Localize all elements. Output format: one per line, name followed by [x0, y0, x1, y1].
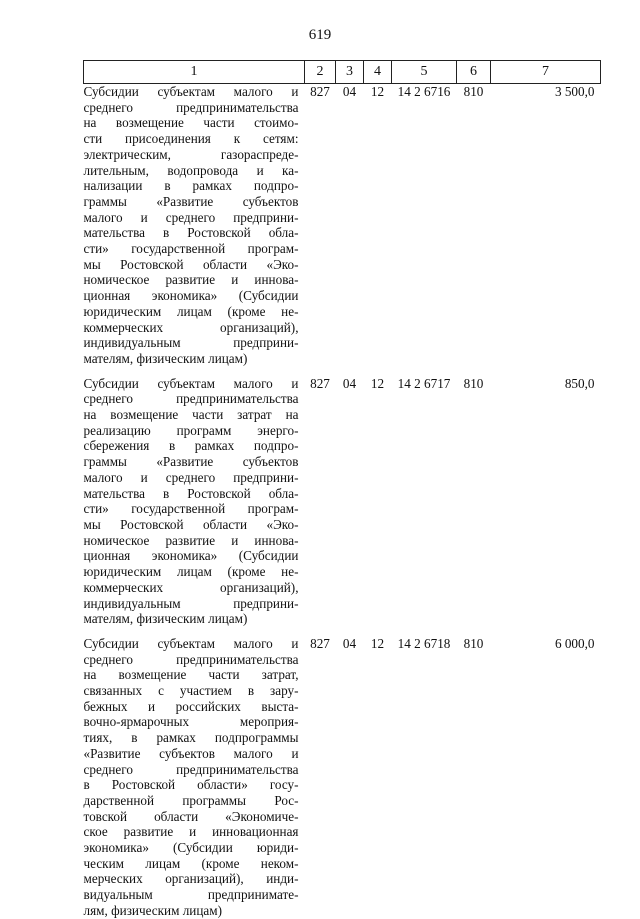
- section-code: 04: [342, 375, 357, 391]
- row-description: [84, 376, 305, 627]
- description-line: малого и среднего предприни-: [83, 469, 299, 485]
- description-line: номическое развитие и иннова-: [83, 272, 299, 288]
- col-header-2: 2: [305, 61, 336, 84]
- target-article-code: 14 2 6717: [397, 375, 451, 391]
- table-row: [84, 376, 601, 627]
- row-description: [84, 636, 305, 919]
- description-line: сти присоединения к сетям:: [83, 131, 299, 147]
- description-line: реализацию программ энерго-: [83, 422, 299, 438]
- description-line: номическое развитие и иннова-: [83, 532, 299, 548]
- admin-code: 827: [310, 84, 330, 99]
- description-line: среднего предпринимательства: [83, 651, 299, 667]
- col-header-4: 4: [364, 61, 392, 84]
- description-line: ское развитие и инновационная: [83, 824, 299, 840]
- admin-code: 827: [310, 635, 330, 651]
- description-line: нализации в рамках подпро-: [83, 178, 299, 194]
- amount: 3 500,0: [554, 84, 595, 99]
- col-header-3: 3: [336, 61, 364, 84]
- description-line: сти» государственной програм-: [83, 241, 299, 257]
- amount: 6 000,0: [554, 635, 595, 651]
- description-line: юридическим лицам (кроме не-: [83, 303, 299, 319]
- description-line: мателям, физическим лицам): [83, 611, 248, 627]
- description-line: связанных с участием в зару-: [83, 683, 299, 699]
- col-header-6: 6: [457, 61, 491, 84]
- description-line: мы Ростовской области «Эко-: [83, 516, 299, 532]
- description-line: малого и среднего предприни-: [83, 209, 299, 225]
- subsection-code: 12: [370, 84, 385, 99]
- section-code: 04: [342, 635, 357, 651]
- row-description: [84, 84, 305, 367]
- subsection-code: 12: [370, 635, 385, 651]
- description-line: индивидуальным предприни-: [83, 335, 299, 351]
- budget-table: [83, 60, 601, 919]
- description-line: экономика» (Субсидии юриди-: [83, 840, 299, 856]
- description-line: лительным, водопровода и ка-: [83, 162, 299, 178]
- description-line: мателям, физическим лицам): [83, 350, 248, 366]
- row-spacer-cell: [84, 627, 601, 636]
- description-line: мательства в Ростовской обла-: [83, 485, 299, 501]
- description-line: лям, физическим лицам): [83, 902, 223, 918]
- description-line: на возмещение части затрат на: [83, 407, 299, 423]
- section-code: 04: [342, 84, 357, 99]
- description-line: вочно-ярмарочных мероприя-: [83, 714, 299, 730]
- description-line: в Ростовской области» госу-: [83, 777, 299, 793]
- target-article-code: 14 2 6718: [397, 635, 451, 651]
- description-line: сбережения в рамках подпро-: [83, 438, 299, 454]
- description-line: коммерческих организаций),: [83, 319, 299, 335]
- description-line: мы Ростовской области «Эко-: [83, 256, 299, 272]
- description-line: ционная экономика» (Субсидии: [83, 288, 299, 304]
- description-line: Субсидии субъектам малого и: [83, 375, 299, 391]
- description-line: мерческих организаций), инди-: [83, 871, 299, 887]
- description-line: видуальным предпринимате-: [83, 887, 299, 903]
- expense-type-code: 810: [463, 635, 484, 651]
- description-line: дарственной программы Рос-: [83, 792, 299, 808]
- page-number: 619: [308, 27, 332, 43]
- row-spacer: [84, 627, 601, 636]
- description-line: на возмещение части затрат,: [83, 667, 299, 683]
- col-header-1: 1: [84, 61, 305, 84]
- expense-type-code: 810: [463, 84, 484, 99]
- row-spacer-cell: [84, 367, 601, 376]
- description-line: ционная экономика» (Субсидии: [83, 548, 299, 564]
- table-row: [84, 636, 601, 919]
- description-line: Субсидии субъектам малого и: [83, 635, 299, 651]
- amount: 850,0: [564, 375, 595, 391]
- row-spacer: [84, 367, 601, 376]
- description-line: Субсидии субъектам малого и: [83, 84, 299, 99]
- subsection-code: 12: [370, 375, 385, 391]
- table-row: [84, 84, 601, 367]
- target-article-code: 14 2 6716: [397, 84, 451, 99]
- description-line: среднего предпринимательства: [83, 761, 299, 777]
- description-line: индивидуальным предприни-: [83, 595, 299, 611]
- col-header-5: 5: [392, 61, 457, 84]
- description-line: среднего предпринимательства: [83, 99, 299, 115]
- expense-type-code: 810: [463, 375, 484, 391]
- description-line: электрическим, газораспреде-: [83, 146, 299, 162]
- description-line: бежных и российских выста-: [83, 698, 299, 714]
- description-line: «Развитие субъектов малого и: [83, 745, 299, 761]
- description-line: коммерческих организаций),: [83, 579, 299, 595]
- description-line: мательства в Ростовской обла-: [83, 225, 299, 241]
- description-line: граммы «Развитие субъектов: [83, 454, 299, 470]
- header-row: [84, 61, 601, 84]
- description-line: товской области «Экономиче-: [83, 808, 299, 824]
- description-line: на возмещение части стоимо-: [83, 115, 299, 131]
- description-line: сти» государственной програм-: [83, 501, 299, 517]
- col-header-7: 7: [491, 61, 601, 84]
- description-line: граммы «Развитие субъектов: [83, 193, 299, 209]
- description-line: юридическим лицам (кроме не-: [83, 564, 299, 580]
- description-line: среднего предпринимательства: [83, 391, 299, 407]
- description-line: ческим лицам (кроме неком-: [83, 855, 299, 871]
- admin-code: 827: [310, 375, 330, 391]
- description-line: тиях, в рамках подпрограммы: [83, 730, 299, 746]
